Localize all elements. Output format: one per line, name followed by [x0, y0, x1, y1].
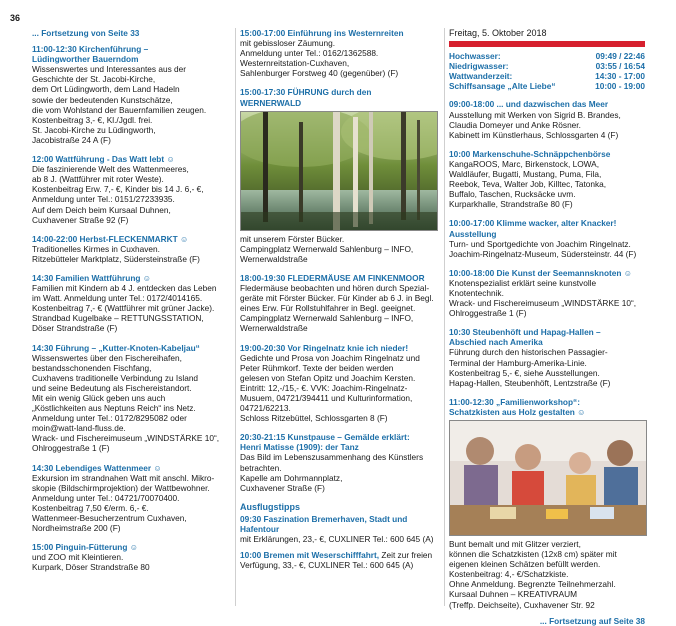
event-body: mit gebissloser Zäumung. Anmeldung unter Tel.: 0162/1362588. Westernreitstation-Cuxhaven, Sahlenburger Forstweg 40 (gegenüber) (F) [240, 38, 399, 79]
event-title: 19:00-20:30 Vor Ringelnatz knie ich nieder! [240, 342, 409, 353]
event-entry [449, 218, 645, 258]
event-title: 20:30-21:15 Kunstpause – Gemälde erklärt: Henri Matisse (1909): der Tanz [240, 432, 410, 453]
event-title: 18:00-19:30 FLEDERMÄUSE AM FINKENMOOR [240, 272, 425, 283]
event-entry [449, 99, 645, 139]
event-entry [240, 343, 438, 424]
forest-tour-description: mit unserem Förster Bücker. Campingplatz Wernerwald Sahlenburg – INFO, Wernerwaldstraße [240, 233, 414, 264]
column-1 [32, 28, 230, 582]
event-title: 10:00-17:00 Klimme wacker, alter Knacker! Ausstellung [449, 218, 617, 239]
event-title: 10:30 Steubenhöft und Hapag-Hallen – Abschied nach Amerika [449, 327, 601, 348]
event-list [449, 99, 645, 417]
event-title: 14:30 Führung – „Kutter-Knoten-Kabeljau“ [32, 342, 200, 353]
event-title: 10:00-18:00 Die Kunst der Seemannsknoten ☺ [449, 267, 633, 278]
column-divider [235, 28, 236, 606]
event-title: 12:00 Wattführung - Das Watt lebt ☺ [32, 154, 175, 165]
event-entry [449, 327, 645, 388]
tide-label: Hochwasser: [449, 51, 501, 62]
event-title: 15:00-17:00 Einführung ins Westernreiten [240, 28, 404, 38]
workshop-photo [449, 420, 647, 536]
event-list [32, 44, 230, 572]
date-heading: Freitag, 5. Oktober 2018 [449, 28, 547, 38]
event-entry [32, 273, 230, 334]
column-divider [444, 28, 445, 606]
event-body: Familien mit Kindern ab 4 J. entdecken das Leben im Watt. Anmeldung unter Tel.: 0172/4014165. Kostenbeitrag 7,- € (Wattführer mit grüner Jacke). Strandbad Kugelbake – RETTUNGSSTATION, Döser Strandstraße (F) [32, 283, 217, 334]
forest-photo-image [241, 112, 437, 230]
tide-value: 09:49 / 22:46 [595, 51, 645, 62]
event-entry [449, 268, 645, 318]
event-body: Das Bild im Lebenszusammenhang des Künstlers betrachten. Kapelle am Dohrmannplatz, Cuxhavener Straße (F) [240, 452, 424, 493]
event-body: KangaROOS, Marc, Birkenstock, LOWA, Waldläufer, Bugatti, Mustang, Puma, Fila, Reebok, Teva, Walter Job, Killtec, Tatonka, Buffalo, Taschen, Rucksäcke uvm. Kurparkhalle, Strandstraße 80 (F) [449, 158, 607, 210]
event-title: 14:00-22:00 Herbst-FLECKENMARKT ☺ [32, 233, 189, 244]
red-divider [449, 41, 645, 47]
event-body: Die faszinierende Welt des Wattenmeeres, ab 8 J. (Wattführer mit roter Weste). Kostenbeitrag Erw. 7,- €, Kinder bis 14 J. 6,- €, Anmeldung unter Tel.: 0151/27233935. Auf dem Deich beim Kursaal Duhnen, Cuxhavener Straße 92 (F) [32, 164, 204, 225]
event-list [240, 28, 438, 108]
event-body: Turn- und Sportgedichte von Joachim Ringelnatz. Joachim-Ringelnatz-Museum, Südersteinstr. 44 (F) [449, 238, 637, 259]
event-body: Traditionelles Kirmes in Cuxhaven. Ritzebütteler Marktplatz, Südersteinstraße (F) [32, 243, 200, 264]
event-entry [32, 343, 230, 454]
event-body: Wissenswertes und Interessantes aus der Geschichte der St. Jacobi-Kirche, dem Ort Lüdingworth, dem Land Hadeln sowie der bedeutenden Kunstschätze, die vom Wohlstand der Bauernfamilien zeugen. Kostenbeitrag 3,- €, Kl./Jgdl. frei. St. Jacobi-Kirche zu Lüdingworth, Jacobistraße 24 A (F) [32, 64, 207, 145]
event-body: und ZOO mit Kleintieren. Kurpark, Döser Strandstraße 80 [32, 552, 150, 573]
page-number: 36 [10, 13, 21, 23]
event-title: 15:00 Pinguin-Fütterung ☺ [32, 542, 139, 553]
forest-photo [240, 111, 438, 231]
continued-from: ... Fortsetzung von Seite 33 [32, 28, 140, 38]
tip-body: mit Erklärungen, 23,- €, CUXLINER Tel.: 600 645 (A) [240, 534, 434, 545]
event-title: 09:00-18:00 ... und dazwischen das Meer [449, 99, 609, 110]
event-body: Gedichte und Prosa von Joachim Ringelnatz und Peter Rühmkorf. Texte der beiden werden gelesen von Stefan Opitz und Joachim Kersten. Eintritt: 12,-/15,- €. VVK: Joachim-Ringelnatz- Musuem, 04721/394411 und Kulturinformation, 04721/62213. Schloss Ritzebüttel, Schlossgarten 8 (F) [240, 352, 420, 424]
column-2 [240, 28, 438, 576]
event-entry [240, 28, 438, 78]
event-entry [32, 463, 230, 534]
workshop-description: Bunt bemalt und mit Glitzer verziert, können die Schatzkisten (12x8 cm) später mit eigenen kleinen Schätzen befüllt werden. Kostenbeitrag: 4,- €/Schatzkiste. Ohne Anmeldung. Begrenzte Teilnehmerzahl. Kursaal Duhnen – KREATIVRAUM (Treffp. Deichseite), Cuxhavener Str. 92 [449, 539, 617, 610]
continued-to: ... Fortsetzung auf Seite 38 [539, 615, 645, 626]
tide-row [449, 61, 645, 71]
event-entry [240, 432, 438, 493]
event-body: Knotenspezialist erklärt seine kunstvolle Knotentechnik. Wrack- und Fischereimuseum „WINDSTÄRKE 10“, Ohlroggestraße 1 (F) [449, 277, 637, 319]
event-entry [449, 149, 645, 210]
tide-row [449, 71, 645, 81]
event-title: 10:00 Markenschuhe-Schnäppchenbörse [449, 148, 611, 159]
event-title: 11:00-12:30 Kirchenführung – Lüdingworther Bauerndom [32, 44, 149, 65]
tide-table [449, 51, 645, 91]
event-entry [240, 273, 438, 334]
tide-value: 03:55 / 16:54 [595, 61, 645, 72]
tide-label: Niedrigwasser: [449, 61, 509, 72]
event-body: Ausstellung mit Werken von Sigrid B. Brandes, Claudia Domeyer und Anke Rösner. Kabinett im Künstlerhaus, Schlossgarten 4 (F) [449, 109, 621, 140]
event-entry [32, 154, 230, 225]
event-list [240, 273, 438, 493]
tide-label: Wattwanderzeit: [449, 71, 513, 82]
event-entry [32, 234, 230, 264]
event-entry [32, 44, 230, 145]
event-entry [32, 542, 230, 572]
tip-title: 10:00 Bremen mit Weserschifffahrt, [240, 550, 380, 561]
tide-row [449, 81, 645, 91]
event-body: Fledermäuse beobachten und hören durch Spezial- geräte mit Förster Bücker. Für Kinder ab 6 J. in Begl. eines Erw. Für Rollstuhlfahrer in Begl. geeignet. Campingplatz Wernerwald Sahlenburg – INFO, Wernerwaldstraße [240, 283, 434, 334]
event-entry [449, 397, 645, 417]
tip-entry [240, 550, 438, 570]
tip-title: 09:30 Faszination Bremerhaven, Stadt und Hafentour [240, 513, 408, 534]
event-title: 15:00-17:30 FÜHRUNG durch den WERNERWALD [240, 87, 372, 108]
tide-label: Schiffsansage „Alte Liebe“ [449, 81, 556, 92]
event-body: Führung durch den historischen Passagier- Terminal der Hamburg-Amerika-Linie. Kostenbeitrag 5,- €, siehe Ausstellungen. Hapag-Hallen, Steubenhöft, Lentzstraße (F) [449, 347, 611, 388]
tide-row [449, 51, 645, 61]
tide-value: 10:00 - 19:00 [595, 81, 645, 92]
event-title: 14:30 Lebendiges Wattenmeer ☺ [32, 462, 162, 473]
column-3 [449, 28, 645, 626]
event-entry [240, 87, 438, 107]
tips-heading: Ausflugstipps [240, 501, 300, 512]
tip-body: Zeit zur freien Verfügung, 33,- €, CUXLINER Tel.: 600 645 (A) [240, 550, 433, 571]
workshop-photo-image [450, 421, 646, 535]
tips-list [240, 514, 438, 570]
tide-value: 14:30 - 17:00 [595, 71, 645, 82]
event-title: 11:00-12:30 „Familienworkshop“: Schatzkisten aus Holz gestalten ☺ [449, 396, 586, 417]
tip-entry [240, 514, 438, 544]
event-title: 14:30 Familien Wattführung ☺ [32, 272, 152, 283]
event-body: Exkursion im strandnahen Watt mit anschl. Mikro- skopie (Bildschirmprojektion) der Wattbewohner. Anmeldung unter Tel.: 04721/70070400. Kostenbeitrag 7,50 €/erm. 6,- €. Wattenmeer-Besucherzentrum Cuxhaven, Nordheimstraße 200 (F) [32, 472, 215, 534]
event-body: Wissenswertes über den Fischereihafen, bestandsschonenden Fischfang, Cuxhavens traditionelle Verbindung zu Island und seine Bedeutung als Fischereistandort. Mit ein wenig Glück geben uns auch „Köstlichkeiten aus Neptuns Reich“ ins Netz. Anmeldung unter Tel.: 0172/8295082 oder moin@watt-land-fluss.de. Wrack- und Fischereimuseum „WINDSTÄRKE 10“, Ohlroggestraße 1 (F) [32, 352, 220, 454]
